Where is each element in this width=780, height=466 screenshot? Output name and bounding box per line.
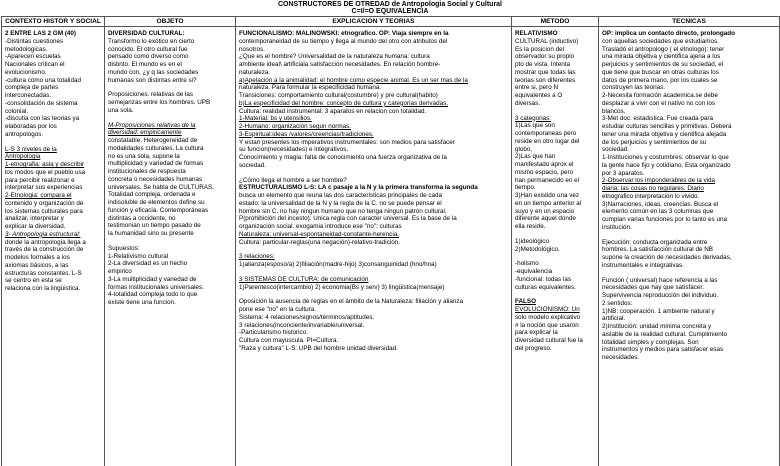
cell-line: interpretar sus experiencias [5, 184, 83, 192]
cell-contexto [2, 27, 105, 466]
cell-line: 3-La multiplicidad y variedad de [108, 275, 197, 283]
cell-line: distintas a occidente, no [108, 214, 176, 222]
cell-line: mostrar que todas las [515, 68, 576, 76]
cell-line: 3)Narraciones, ideas, creencias. Busca el [602, 200, 719, 208]
cell-line: -funcional: todas las [515, 275, 572, 283]
cell-line: M-Proposiciones relativas de la [108, 121, 196, 129]
cell-line: teorias son diferentes [515, 76, 576, 84]
cell-line: por 3 aparatos. [602, 169, 645, 177]
cell-line: 3)Han existido una vez [515, 192, 580, 199]
cell-line: artificial. [602, 315, 626, 323]
cell-line: instrumentales e integrativas. [602, 261, 684, 269]
cell-line: datos de primera mano, por los cuales se [602, 76, 718, 84]
cell-line: desplazar a vivir con el nativo no con los [602, 99, 716, 107]
cell-line: contemporaneidad de su tiempo y llega al mundo del otro con atributos del [239, 37, 448, 45]
cell-line: diversidad cultural fue la [515, 337, 583, 344]
cell-line: Cultura con mayuscula. PI=Cultura. [239, 337, 339, 344]
cell-line: contemporaneas pero [515, 130, 577, 137]
cell-line: modelos formales a los [5, 254, 70, 261]
cell-line: se centro en esta se [5, 277, 62, 285]
cell-line: 3-Met doc: estadistica. Fue creada para [602, 115, 713, 123]
cell-line: compleja de partes [5, 84, 59, 92]
cell-line: ella reside. [515, 223, 546, 230]
cell-line: formas institucionales universales. [108, 283, 204, 291]
cell-line: FUNCIONALISMO: MALINOWSKI: etnografico. OP: Viaja siempre en la [239, 30, 449, 37]
cell-line: 3-Espiritual:ideas /valores/creencias/tradiciones. [239, 130, 374, 138]
cell-line: b)La especificidad del hombre: concepto de cultura y categorias derivadas. [239, 99, 448, 107]
cell-line: 3 relaciones: [239, 253, 275, 261]
cell-line: constatable. Heterogeneidad de [108, 137, 198, 144]
cell-line: concreta o necesidades humanas [108, 175, 203, 183]
cell-line: ESTRUCTURALISMO L-S: LA c pasaje a la N y la primera transforma la segunda [239, 184, 478, 192]
cell-line: 1)Parentesco(intercambio) 2) economia(Bs y serv) 3) lingüistica(mensaje) [239, 283, 445, 291]
cell-line: RELATIVISMO [515, 30, 558, 37]
cell-line: -cultura como una totalidad [5, 76, 81, 84]
cell-line: Transiciones: comportamiento cultural(costumbre) y pre cultural(habito) [239, 92, 438, 99]
cell-line: cumplan varias funciones por lo tanto es una [602, 216, 727, 223]
cell-line: evolucionismo. [5, 68, 47, 76]
cell-line: elemento común en las 3 columnas que [602, 208, 714, 216]
cell-line: totalidad simples y complejas. Son [602, 338, 699, 346]
cell-line: 1)ideológico [515, 237, 549, 245]
cell-line: 1-Instituciones y costumbres: observar lo que [602, 154, 729, 161]
cell-line: humanas son distintas entre si? [108, 76, 197, 84]
cell-line: de los perjuicios y sentimientos de su [602, 138, 707, 146]
cell-line: Trasladó el antropologo ( el etnologo): tener [602, 45, 725, 53]
cell-line: suyo y en un espacio [515, 207, 575, 215]
cell-line: diaria: las cosas no regulares. Diario [602, 185, 704, 192]
column-header-contexto: CONTEXTO HISTOR Y SOCIAL [2, 17, 105, 27]
cell-line: mismo espacio, pero [515, 168, 574, 176]
cell-line: 2-Etnologia: compara el [5, 192, 72, 199]
document-title: CONSTRUCTORES DE OTREDAD de Antropologia Social y Cultural [277, 1, 503, 8]
cell-tecnicas-text [602, 30, 776, 466]
cell-line: nosotros. [239, 45, 265, 53]
cell-line: función y eficacia. Contemporáneas [108, 206, 209, 214]
column-header-objeto: OBJETO [105, 17, 236, 27]
cell-line: etnografico interpretación lo vivido. [602, 192, 700, 200]
cell-line: 2-Observar los imponderables de la vida [602, 177, 716, 185]
cell-line: los modos que el pueblo usa [5, 168, 86, 176]
cell-line: construyen las teorias. [602, 84, 665, 92]
cell-line: FALSO [515, 298, 536, 306]
cell-line: semejanzas entre los hombres. UPB [108, 99, 211, 106]
cell-line: Supuestos: [108, 244, 140, 252]
cell-line: equivalentes a O [515, 92, 563, 99]
cell-line: 1)alianza(esposo/a) 2)filiación(madre-hijo) 3)consanguinidad (hno/hna) [239, 261, 437, 268]
cell-line: -Aparecen escuelas [5, 53, 61, 61]
cell-line: blancos. [602, 107, 626, 115]
cell-line: diferente aquel donde [515, 215, 576, 223]
cell-line: naturaleza. Para formular la especificidad humana. [239, 84, 382, 92]
cell-line: interconectadas. [5, 92, 52, 99]
cell-line: diversidad: empiricamente [108, 129, 182, 137]
cell-line: sociedad. [602, 146, 629, 154]
cell-line: 2-La diversidad es un hecho [108, 260, 188, 268]
cell-line: mundo con, ¿y q las sociedades [108, 68, 199, 76]
cell-line: 1-Relativismo cultural [108, 252, 169, 260]
cell-line: la humanidad sino su presente [108, 230, 194, 237]
cell-line: entre si, pero N [515, 84, 559, 92]
cell-line: axiomas básicos, a las [5, 261, 69, 269]
cell-line: Oposición la ausencia de reglas en el ámbito de la Naturaleza: filiación y alianza [239, 298, 464, 306]
cell-line: su funcion(necesidades) e integrativos. [239, 146, 349, 154]
cell-line: reside en otro lugar del [515, 137, 580, 145]
cell-line: elaboradas por los [5, 123, 57, 130]
cell-line: pto de vista. Intenta [515, 61, 570, 68]
cell-line: universales. Se habla de CULTURAS. [108, 183, 214, 191]
cell-line: Y estan presentes los imperativos instrumentales: son medios para satisfacer [239, 138, 455, 146]
cell-line: Ejecución: conducta organizada entre [602, 238, 708, 246]
cell-line: donde la antropologia llega a [5, 238, 86, 246]
cell-line: la gente hace fijo y cotidiano. Esta organizado [602, 161, 731, 169]
cell-explicacion [236, 27, 512, 466]
cell-line: manifestado aprox el [515, 161, 574, 168]
cell-line: -discutia con las teorias ya [5, 115, 80, 123]
cell-line: culturas equivalentes. [515, 283, 576, 291]
header-row [2, 17, 780, 27]
content-table [1, 16, 780, 466]
cell-line: hombres. La satisfacción cultural de NB [602, 246, 713, 254]
cell-line: no es una sola, supone la [108, 152, 180, 160]
cell-line: los sistemas culturales para [5, 207, 83, 215]
cell-line: -Particularismo historico. [239, 329, 308, 337]
cell-line: tener una mirada objetiva y cientifica alejada [602, 130, 727, 138]
cell-line: que tiene que buscar en otras culturas los [602, 68, 719, 76]
cell-line: hombre sin C. no hay ningun humano que no tenga ningun patrón cultural. [239, 207, 447, 215]
cell-objeto [105, 27, 236, 466]
cell-line: metodologicas. [5, 45, 48, 53]
cell-line: 1-etnografia: asla y describir [5, 161, 85, 168]
cell-line: Naturaleza: universal-espontaneidad-constante-herencia. [239, 230, 399, 238]
cell-line: Nacionales critican el [5, 61, 65, 68]
cell-line: 2-Humano: organización segun normas. [239, 123, 352, 130]
cell-line: -equivalencia [515, 268, 553, 275]
cell-line: supone la creación de necesidades derivadas, [602, 254, 732, 261]
cell-line: perjuicios y sentimientos de su sociedad, el [602, 61, 724, 68]
cell-line: necesidades que hay que satisfacer. [602, 284, 704, 292]
cell-line: Sistema: 4 relaciones/signos/términos/aptitudes. [239, 313, 375, 321]
cell-line: indisoluble de elementos define su [108, 199, 205, 206]
cell-line: aislable de la realidad cultural. Cumplimiento [602, 330, 727, 338]
cell-line: pensado como diverso como [108, 53, 189, 61]
cell-line: 4-totalidad compleja todo lo que [108, 291, 198, 299]
cell-line: estudiar culturas sencillas y primitivas. Deberá [602, 123, 732, 130]
cell-line: Cultura: particular-reglas(una negación)-relativo-tradición. [239, 238, 400, 246]
cell-line: para explicar la [515, 329, 558, 337]
cell-line: Es la posicion del [515, 45, 565, 53]
cell-explicacion-text [239, 30, 508, 466]
cell-line: ambiente ideal\ artificiala satisfacción necesidades. En relación hombre- [239, 61, 441, 68]
cell-line: 3 categorias: [515, 114, 552, 122]
cell-line: Cultura: realidad instrumental. 3 aparatos en relacion con totalidad. [239, 107, 427, 115]
cell-line: necesidades. [602, 354, 640, 361]
cell-line: CULTURAL (inductivo) [515, 37, 579, 45]
column-header-tecnicas: TECNICAS [599, 17, 780, 27]
cell-metodo-text [515, 30, 595, 466]
cell-line: testimonian un tiempo pasado de [108, 222, 201, 230]
cell-line: 3 SISTEMAS DE CULTURA: de comunicación [239, 275, 369, 283]
cell-line: con aquellas sociedades que estudiamos. [602, 37, 719, 45]
cell-line: existe tiene una funcion. [108, 299, 176, 306]
cell-line: colonial. [5, 107, 29, 115]
cell-line: para percibir realizonar e [5, 176, 75, 184]
cell-line: estructuras constantes. L-S [5, 269, 82, 277]
content-row [2, 27, 780, 466]
cell-line: 1)NB: cooperación. 1 ambiente natural y [602, 307, 715, 315]
cell-line: en un tiempo anterior al [515, 199, 582, 207]
cell-line: explicar la diversidad. [5, 223, 66, 230]
cell-line: P(prohibición del incesto): Unica regla con caracter universal. Es la base de la [239, 215, 457, 223]
cell-line: 3 relaciones(inconciente/invariable/universal. [239, 321, 365, 329]
cell-line: solo modelo explicativo [515, 313, 581, 321]
column-header-explicacion: EXPLICACION Y TEORIAS [236, 17, 512, 27]
cell-line: del progreso. [515, 344, 552, 352]
cell-line: distinto. El mundo es en el [108, 61, 182, 68]
cell-line: contenido y organización de [5, 199, 84, 207]
cell-line: a)Apelación a la animalidad: el hombre como especie animal. Es un ser mas de la [239, 76, 468, 84]
cell-line: -consolidación de sistema [5, 99, 78, 107]
cell-line: relaciona con la lingüistica. [5, 285, 81, 292]
cell-line: -holismo [515, 260, 539, 268]
cell-line: institucionales de respuesta [108, 168, 186, 175]
cell-line: 1)Las que son [515, 122, 555, 130]
cell-line: han permanecido en el [515, 176, 580, 184]
cell-line: Transformo lo exótico en cierto [108, 37, 195, 45]
cell-line: Antropologia [5, 153, 41, 161]
cell-line: L-S 3 niveles de la [5, 145, 57, 153]
cell-line: 2-Necesita formación academica.se debe [602, 92, 718, 99]
cell-line: 2 ENTRE LAS 2 GM (40) [5, 30, 77, 37]
cell-line: busca un elemento que reuna las dos caracteristicas principales de cada [239, 192, 443, 199]
cell-line: conocido. El otro cultural fue [108, 45, 188, 53]
cell-line: antropologos. [5, 130, 44, 138]
cell-line: Conocimiento y magia: falta de conocimiento una fuerza organizativa de la [239, 154, 447, 161]
cell-line: sociedad. [239, 161, 266, 169]
cell-line: DIVERSIDAD CULTURAL: [108, 30, 185, 37]
cell-line: modalidades culturales. La cultura [108, 144, 204, 152]
cell-objeto-text [108, 30, 232, 466]
cell-line: organización social. exogamia introduce ese "no": culturas [239, 223, 402, 230]
cell-line: Función ( universal) hace referencia a las [602, 276, 718, 284]
cell-line: Proposiciones. relativas de las [108, 91, 194, 99]
cell-line: una mirada objetiva y cientifica ajena a los [602, 53, 721, 61]
cell-line: naturaleza. [239, 68, 271, 76]
cell-line: institución. [602, 223, 632, 231]
cell-line: multiplicidad y variedad de formas [108, 160, 204, 168]
cell-line: ¿Que es el hombre? Universalidad de la naturaleza humana: cultura [239, 53, 430, 61]
cell-line: Totalidad compleja, ordenada e [108, 191, 196, 199]
cell-line: tiempo. [515, 184, 536, 192]
cell-line: # la noción que usaron [515, 321, 579, 329]
cell-line: -Distintas cuestiones [5, 37, 64, 45]
cell-line: empirico [108, 268, 132, 275]
cell-line: 1-Material: bs y utensilios. [239, 115, 312, 123]
cell-contexto-text [5, 30, 101, 466]
cell-line: globo. [515, 145, 533, 153]
cell-line: Supervivencia reproducción del individuo. [602, 292, 719, 299]
cell-line: OP: implica un contacto directo, prolongado [602, 30, 735, 37]
cell-line: estado: la universalidad de la N y la regla de la C. no se puede pensar el [239, 199, 442, 207]
cell-line: una sola. [108, 106, 134, 114]
cell-line: 3- Antropologia estructural: [5, 230, 81, 238]
cell-line: 2 sentidos: [602, 299, 633, 307]
cell-line: instrumentos y medios para satisfacer esas [602, 346, 724, 354]
cell-line: observador su propio [515, 53, 575, 61]
cell-tecnicas [599, 27, 780, 466]
column-header-metodo: METODO [512, 17, 599, 27]
cell-line: pone ese "no" en la cultura. [239, 306, 316, 313]
cell-line: analizar, interpretar y [5, 215, 64, 223]
cell-line: través de la construcción de [5, 246, 84, 254]
cell-line: "Raza y cultura" L-S: UPB del hombre unidad diversidad. [239, 344, 398, 352]
cell-line: ¿Cómo llega el hombre a ser hombre? [239, 176, 347, 184]
document-subtitle: C=I/=O EQUIVALENCIA [351, 8, 429, 15]
cell-metodo [512, 27, 599, 466]
cell-line: EVOLUCIONISMO: Un [515, 306, 580, 313]
cell-line: 2)Institución: unidad minima concreta y [602, 323, 712, 330]
cell-line: 2)Las que han [515, 153, 556, 161]
cell-line: diversas. [515, 99, 541, 107]
cell-line: 2)Metodológico. [515, 245, 560, 253]
